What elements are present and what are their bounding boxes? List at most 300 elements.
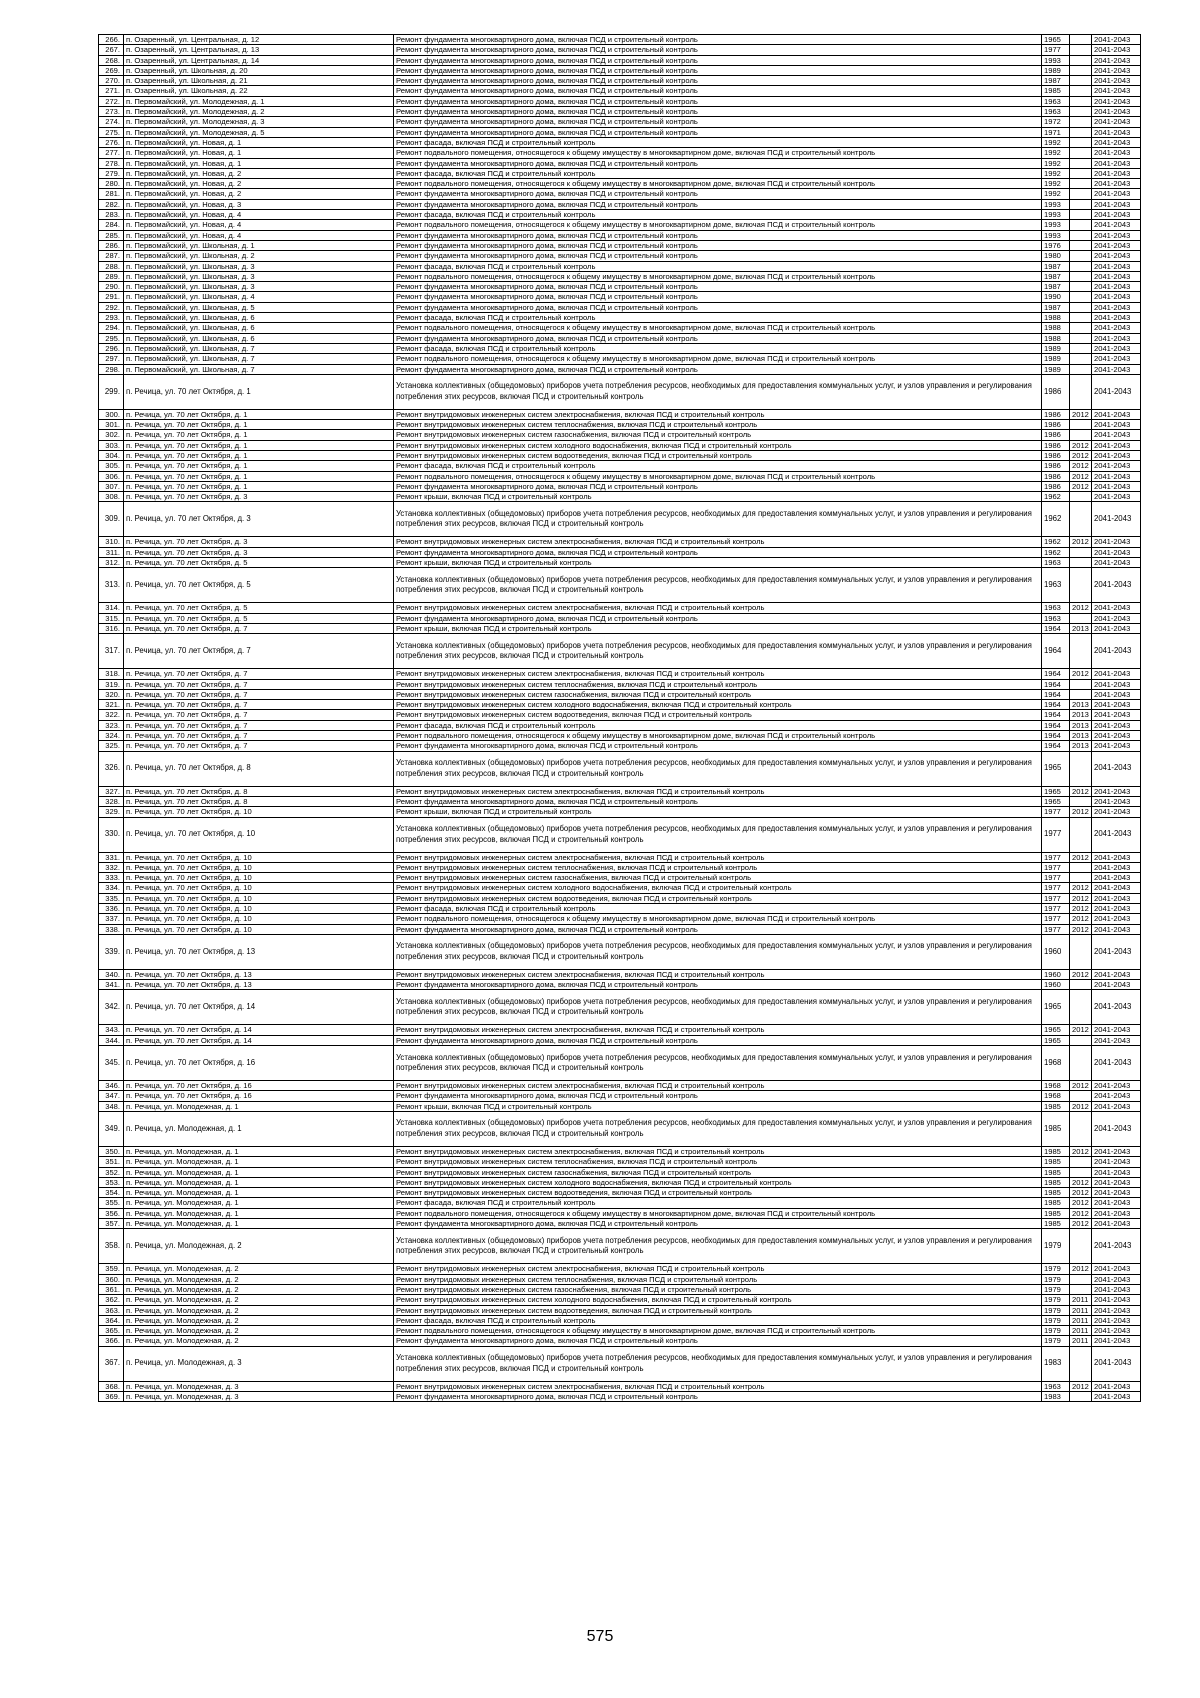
row-number: 342. <box>99 990 124 1025</box>
trailing-empty-cell <box>1141 158 1151 168</box>
build-year-cell: 1977 <box>1042 873 1070 883</box>
trailing-empty-cell <box>1141 65 1151 75</box>
build-year-cell: 1964 <box>1042 623 1070 633</box>
trailing-empty-cell <box>1141 537 1151 547</box>
trailing-empty-cell <box>1141 492 1151 502</box>
work-type-cell: Ремонт внутридомовых инженерных систем газоснабжения, включая ПСД и строительный контроль <box>394 1167 1042 1177</box>
build-year-cell: 1977 <box>1042 807 1070 817</box>
table-row <box>99 720 1151 730</box>
last-repair-year-cell <box>1070 343 1092 353</box>
address-cell: п. Речица, ул. Молодежная, д. 1 <box>124 1111 394 1146</box>
trailing-empty-cell <box>1141 924 1151 934</box>
table-row <box>99 1157 1151 1167</box>
build-year-cell: 1964 <box>1042 689 1070 699</box>
trailing-empty-cell <box>1141 502 1151 537</box>
planned-period-cell: 2041-2043 <box>1092 117 1141 127</box>
row-number: 328. <box>99 796 124 806</box>
planned-period-cell: 2041-2043 <box>1092 852 1141 862</box>
last-repair-year-cell <box>1070 1284 1092 1294</box>
last-repair-year-cell <box>1070 302 1092 312</box>
work-type-cell: Ремонт внутридомовых инженерных систем теплоснабжения, включая ПСД и строительный контроль <box>394 679 1042 689</box>
row-number: 268. <box>99 55 124 65</box>
row-number: 283. <box>99 210 124 220</box>
planned-period-cell: 2041-2043 <box>1092 302 1141 312</box>
build-year-cell: 1977 <box>1042 45 1070 55</box>
last-repair-year-cell: 2012 <box>1070 1208 1092 1218</box>
work-type-cell: Ремонт внутридомовых инженерных систем электроснабжения, включая ПСД и строительный контроль <box>394 409 1042 419</box>
last-repair-year-cell <box>1070 76 1092 86</box>
planned-period-cell: 2041-2043 <box>1092 613 1141 623</box>
build-year-cell: 1985 <box>1042 1157 1070 1167</box>
row-number: 314. <box>99 603 124 613</box>
last-repair-year-cell: 2012 <box>1070 461 1092 471</box>
row-number: 327. <box>99 786 124 796</box>
trailing-empty-cell <box>1141 199 1151 209</box>
trailing-empty-cell <box>1141 1305 1151 1315</box>
last-repair-year-cell: 2012 <box>1070 893 1092 903</box>
planned-period-cell: 2041-2043 <box>1092 1188 1141 1198</box>
work-type-cell: Ремонт подвального помещения, относящегося к общему имуществу в многоквартирном доме, включая ПСД и строительный контроль <box>394 271 1042 281</box>
last-repair-year-cell <box>1070 1091 1092 1101</box>
last-repair-year-cell: 2012 <box>1070 1146 1092 1156</box>
work-type-cell: Ремонт подвального помещения, относящегося к общему имуществу в многоквартирном доме, включая ПСД и строительный контроль <box>394 354 1042 364</box>
planned-period-cell: 2041-2043 <box>1092 568 1141 603</box>
trailing-empty-cell <box>1141 251 1151 261</box>
row-number: 344. <box>99 1035 124 1045</box>
address-cell: п. Первомайский, ул. Новая, д. 1 <box>124 158 394 168</box>
address-cell: п. Речица, ул. 70 лет Октября, д. 10 <box>124 904 394 914</box>
last-repair-year-cell <box>1070 862 1092 872</box>
address-cell: п. Речица, ул. Молодежная, д. 1 <box>124 1198 394 1208</box>
row-number: 298. <box>99 364 124 374</box>
trailing-empty-cell <box>1141 613 1151 623</box>
last-repair-year-cell: 2012 <box>1070 969 1092 979</box>
row-number: 357. <box>99 1219 124 1229</box>
work-type-cell: Ремонт внутридомовых инженерных систем электроснабжения, включая ПСД и строительный контроль <box>394 669 1042 679</box>
planned-period-cell: 2041-2043 <box>1092 35 1141 45</box>
row-number: 284. <box>99 220 124 230</box>
trailing-empty-cell <box>1141 271 1151 281</box>
table-row <box>99 461 1151 471</box>
row-number: 279. <box>99 168 124 178</box>
work-type-cell: Ремонт фасада, включая ПСД и строительный контроль <box>394 720 1042 730</box>
planned-period-cell: 2041-2043 <box>1092 461 1141 471</box>
work-type-cell: Ремонт внутридомовых инженерных систем электроснабжения, включая ПСД и строительный контроль <box>394 1081 1042 1091</box>
work-type-cell: Ремонт фасада, включая ПСД и строительный контроль <box>394 461 1042 471</box>
row-number: 358. <box>99 1229 124 1264</box>
last-repair-year-cell <box>1070 261 1092 271</box>
last-repair-year-cell: 2013 <box>1070 731 1092 741</box>
build-year-cell: 1986 <box>1042 471 1070 481</box>
planned-period-cell: 2041-2043 <box>1092 679 1141 689</box>
build-year-cell: 1962 <box>1042 492 1070 502</box>
planned-period-cell: 2041-2043 <box>1092 230 1141 240</box>
work-type-cell: Ремонт крыши, включая ПСД и строительный контроль <box>394 623 1042 633</box>
planned-period-cell: 2041-2043 <box>1092 817 1141 852</box>
last-repair-year-cell <box>1070 179 1092 189</box>
last-repair-year-cell: 2012 <box>1070 669 1092 679</box>
build-year-cell: 1965 <box>1042 1035 1070 1045</box>
address-cell: п. Первомайский, ул. Школьная, д. 7 <box>124 354 394 364</box>
build-year-cell: 1987 <box>1042 261 1070 271</box>
last-repair-year-cell <box>1070 107 1092 117</box>
table-row <box>99 679 1151 689</box>
table-row <box>99 471 1151 481</box>
trailing-empty-cell <box>1141 179 1151 189</box>
row-number: 369. <box>99 1392 124 1402</box>
trailing-empty-cell <box>1141 731 1151 741</box>
address-cell: п. Речица, ул. 70 лет Октября, д. 7 <box>124 741 394 751</box>
work-type-cell: Ремонт фундамента многоквартирного дома, включая ПСД и строительный контроль <box>394 117 1042 127</box>
work-type-cell: Ремонт фундамента многоквартирного дома, включая ПСД и строительный контроль <box>394 333 1042 343</box>
trailing-empty-cell <box>1141 1264 1151 1274</box>
build-year-cell: 1977 <box>1042 904 1070 914</box>
work-type-cell: Ремонт внутридомовых инженерных систем холодного водоснабжения, включая ПСД и строительный контроль <box>394 883 1042 893</box>
table-row <box>99 1381 1151 1391</box>
address-cell: п. Речица, ул. 70 лет Октября, д. 3 <box>124 537 394 547</box>
build-year-cell: 1985 <box>1042 1208 1070 1218</box>
table-row <box>99 862 1151 872</box>
build-year-cell: 1964 <box>1042 741 1070 751</box>
last-repair-year-cell <box>1070 148 1092 158</box>
row-number: 320. <box>99 689 124 699</box>
planned-period-cell: 2041-2043 <box>1092 1392 1141 1402</box>
planned-period-cell: 2041-2043 <box>1092 634 1141 669</box>
work-type-cell: Ремонт подвального помещения, относящегося к общему имуществу в многоквартирном доме, включая ПСД и строительный контроль <box>394 148 1042 158</box>
work-type-cell: Ремонт фундамента многоквартирного дома, включая ПСД и строительный контроль <box>394 924 1042 934</box>
planned-period-cell: 2041-2043 <box>1092 261 1141 271</box>
row-number: 303. <box>99 440 124 450</box>
address-cell: п. Речица, ул. Молодежная, д. 1 <box>124 1167 394 1177</box>
last-repair-year-cell: 2012 <box>1070 914 1092 924</box>
last-repair-year-cell: 2012 <box>1070 1188 1092 1198</box>
table-row <box>99 969 1151 979</box>
work-type-cell: Установка коллективных (общедомовых) приборов учета потребления ресурсов, необходимых для предоставления коммунальных услуг, и узлов управления и регулирования потребления этих ресурсов, включая ПСД и строительный контроль <box>394 1229 1042 1264</box>
address-cell: п. Речица, ул. 70 лет Октября, д. 5 <box>124 603 394 613</box>
table-row <box>99 107 1151 117</box>
trailing-empty-cell <box>1141 796 1151 806</box>
table-row <box>99 65 1151 75</box>
address-cell: п. Речица, ул. 70 лет Октября, д. 7 <box>124 669 394 679</box>
trailing-empty-cell <box>1141 189 1151 199</box>
row-number: 302. <box>99 430 124 440</box>
build-year-cell: 1988 <box>1042 313 1070 323</box>
planned-period-cell: 2041-2043 <box>1092 990 1141 1025</box>
work-type-cell: Ремонт фундамента многоквартирного дома, включая ПСД и строительный контроль <box>394 481 1042 491</box>
row-number: 272. <box>99 96 124 106</box>
work-type-cell: Ремонт фундамента многоквартирного дома, включая ПСД и строительный контроль <box>394 364 1042 374</box>
build-year-cell: 1979 <box>1042 1305 1070 1315</box>
build-year-cell: 1963 <box>1042 613 1070 623</box>
table-row <box>99 409 1151 419</box>
trailing-empty-cell <box>1141 230 1151 240</box>
planned-period-cell: 2041-2043 <box>1092 1208 1141 1218</box>
trailing-empty-cell <box>1141 934 1151 969</box>
last-repair-year-cell <box>1070 1392 1092 1402</box>
work-type-cell: Ремонт фундамента многоквартирного дома, включая ПСД и строительный контроль <box>394 980 1042 990</box>
row-number: 359. <box>99 1264 124 1274</box>
planned-period-cell: 2041-2043 <box>1092 481 1141 491</box>
planned-period-cell: 2041-2043 <box>1092 45 1141 55</box>
work-type-cell: Ремонт фасада, включая ПСД и строительный контроль <box>394 1315 1042 1325</box>
trailing-empty-cell <box>1141 333 1151 343</box>
address-cell: п. Первомайский, ул. Новая, д. 2 <box>124 168 394 178</box>
last-repair-year-cell: 2012 <box>1070 440 1092 450</box>
row-number: 282. <box>99 199 124 209</box>
address-cell: п. Речица, ул. Молодежная, д. 2 <box>124 1295 394 1305</box>
table-row <box>99 751 1151 786</box>
work-type-cell: Ремонт фундамента многоквартирного дома, включая ПСД и строительный контроль <box>394 230 1042 240</box>
last-repair-year-cell <box>1070 65 1092 75</box>
work-type-cell: Ремонт фасада, включая ПСД и строительный контроль <box>394 1198 1042 1208</box>
build-year-cell: 1979 <box>1042 1274 1070 1284</box>
planned-period-cell: 2041-2043 <box>1092 1381 1141 1391</box>
work-type-cell: Установка коллективных (общедомовых) приборов учета потребления ресурсов, необходимых для предоставления коммунальных услуг, и узлов управления и регулирования потребления этих ресурсов, включая ПСД и строительный контроль <box>394 1346 1042 1381</box>
trailing-empty-cell <box>1141 261 1151 271</box>
table-row <box>99 883 1151 893</box>
address-cell: п. Речица, ул. Молодежная, д. 1 <box>124 1146 394 1156</box>
trailing-empty-cell <box>1141 240 1151 250</box>
work-type-cell: Установка коллективных (общедомовых) приборов учета потребления ресурсов, необходимых для предоставления коммунальных услуг, и узлов управления и регулирования потребления этих ресурсов, включая ПСД и строительный контроль <box>394 934 1042 969</box>
last-repair-year-cell: 2011 <box>1070 1336 1092 1346</box>
last-repair-year-cell: 2013 <box>1070 710 1092 720</box>
planned-period-cell: 2041-2043 <box>1092 492 1141 502</box>
table-row <box>99 420 1151 430</box>
address-cell: п. Первомайский, ул. Новая, д. 1 <box>124 137 394 147</box>
last-repair-year-cell: 2012 <box>1070 786 1092 796</box>
build-year-cell: 1992 <box>1042 137 1070 147</box>
address-cell: п. Первомайский, ул. Школьная, д. 2 <box>124 251 394 261</box>
table-row <box>99 430 1151 440</box>
last-repair-year-cell <box>1070 796 1092 806</box>
address-cell: п. Речица, ул. 70 лет Октября, д. 1 <box>124 471 394 481</box>
row-number: 291. <box>99 292 124 302</box>
build-year-cell: 1989 <box>1042 354 1070 364</box>
trailing-empty-cell <box>1141 1035 1151 1045</box>
trailing-empty-cell <box>1141 210 1151 220</box>
table-row <box>99 271 1151 281</box>
work-type-cell: Ремонт внутридомовых инженерных систем электроснабжения, включая ПСД и строительный контроль <box>394 537 1042 547</box>
build-year-cell: 1993 <box>1042 220 1070 230</box>
table-row <box>99 1274 1151 1284</box>
build-year-cell: 1977 <box>1042 924 1070 934</box>
last-repair-year-cell <box>1070 420 1092 430</box>
planned-period-cell: 2041-2043 <box>1092 333 1141 343</box>
work-type-cell: Ремонт фундамента многоквартирного дома, включая ПСД и строительный контроль <box>394 158 1042 168</box>
row-number: 310. <box>99 537 124 547</box>
build-year-cell: 1979 <box>1042 1264 1070 1274</box>
table-row <box>99 45 1151 55</box>
address-cell: п. Речица, ул. 70 лет Октября, д. 1 <box>124 430 394 440</box>
last-repair-year-cell <box>1070 35 1092 45</box>
last-repair-year-cell: 2012 <box>1070 471 1092 481</box>
last-repair-year-cell <box>1070 430 1092 440</box>
table-row <box>99 440 1151 450</box>
row-number: 360. <box>99 1274 124 1284</box>
address-cell: п. Речица, ул. 70 лет Октября, д. 1 <box>124 481 394 491</box>
trailing-empty-cell <box>1141 409 1151 419</box>
planned-period-cell: 2041-2043 <box>1092 1101 1141 1111</box>
address-cell: п. Речица, ул. 70 лет Октября, д. 10 <box>124 893 394 903</box>
table-row <box>99 292 1151 302</box>
trailing-empty-cell <box>1141 1146 1151 1156</box>
work-type-cell: Ремонт фундамента многоквартирного дома, включая ПСД и строительный контроль <box>394 796 1042 806</box>
trailing-empty-cell <box>1141 980 1151 990</box>
trailing-empty-cell <box>1141 96 1151 106</box>
table-row <box>99 333 1151 343</box>
trailing-empty-cell <box>1141 679 1151 689</box>
last-repair-year-cell <box>1070 558 1092 568</box>
work-type-cell: Ремонт фундамента многоквартирного дома, включая ПСД и строительный контроль <box>394 1336 1042 1346</box>
trailing-empty-cell <box>1141 786 1151 796</box>
address-cell: п. Первомайский, ул. Школьная, д. 7 <box>124 364 394 374</box>
trailing-empty-cell <box>1141 354 1151 364</box>
build-year-cell: 1977 <box>1042 883 1070 893</box>
last-repair-year-cell <box>1070 689 1092 699</box>
table-row <box>99 86 1151 96</box>
address-cell: п. Речица, ул. 70 лет Октября, д. 3 <box>124 547 394 557</box>
trailing-empty-cell <box>1141 817 1151 852</box>
table-row <box>99 199 1151 209</box>
build-year-cell: 1965 <box>1042 990 1070 1025</box>
work-type-cell: Ремонт внутридомовых инженерных систем электроснабжения, включая ПСД и строительный контроль <box>394 1264 1042 1274</box>
work-type-cell: Ремонт крыши, включая ПСД и строительный контроль <box>394 558 1042 568</box>
build-year-cell: 1985 <box>1042 1101 1070 1111</box>
work-type-cell: Ремонт фундамента многоквартирного дома, включая ПСД и строительный контроль <box>394 76 1042 86</box>
trailing-empty-cell <box>1141 904 1151 914</box>
work-type-cell: Ремонт фундамента многоквартирного дома, включая ПСД и строительный контроль <box>394 199 1042 209</box>
table-row <box>99 1305 1151 1315</box>
build-year-cell: 1964 <box>1042 700 1070 710</box>
trailing-empty-cell <box>1141 282 1151 292</box>
build-year-cell: 1986 <box>1042 430 1070 440</box>
last-repair-year-cell: 2012 <box>1070 924 1092 934</box>
planned-period-cell: 2041-2043 <box>1092 409 1141 419</box>
address-cell: п. Первомайский, ул. Новая, д. 2 <box>124 189 394 199</box>
table-row <box>99 558 1151 568</box>
trailing-empty-cell <box>1141 568 1151 603</box>
row-number: 329. <box>99 807 124 817</box>
row-number: 331. <box>99 852 124 862</box>
last-repair-year-cell <box>1070 1046 1092 1081</box>
work-type-cell: Ремонт внутридомовых инженерных систем холодного водоснабжения, включая ПСД и строительный контроль <box>394 1177 1042 1187</box>
works-table <box>98 34 1151 1402</box>
last-repair-year-cell: 2012 <box>1070 1264 1092 1274</box>
last-repair-year-cell <box>1070 137 1092 147</box>
work-type-cell: Ремонт фундамента многоквартирного дома, включая ПСД и строительный контроль <box>394 240 1042 250</box>
last-repair-year-cell <box>1070 613 1092 623</box>
trailing-empty-cell <box>1141 990 1151 1025</box>
last-repair-year-cell: 2012 <box>1070 807 1092 817</box>
trailing-empty-cell <box>1141 461 1151 471</box>
row-number: 313. <box>99 568 124 603</box>
row-number: 295. <box>99 333 124 343</box>
row-number: 305. <box>99 461 124 471</box>
table-row <box>99 603 1151 613</box>
address-cell: п. Озаренный, ул. Школьная, д. 20 <box>124 65 394 75</box>
trailing-empty-cell <box>1141 1315 1151 1325</box>
table-row <box>99 634 1151 669</box>
last-repair-year-cell <box>1070 679 1092 689</box>
trailing-empty-cell <box>1141 1167 1151 1177</box>
address-cell: п. Первомайский, ул. Новая, д. 2 <box>124 179 394 189</box>
work-type-cell: Установка коллективных (общедомовых) приборов учета потребления ресурсов, необходимых для предоставления коммунальных услуг, и узлов управления и регулирования потребления этих ресурсов, включая ПСД и строительный контроль <box>394 751 1042 786</box>
build-year-cell: 1988 <box>1042 333 1070 343</box>
address-cell: п. Речица, ул. 70 лет Октября, д. 14 <box>124 1035 394 1045</box>
trailing-empty-cell <box>1141 862 1151 872</box>
planned-period-cell: 2041-2043 <box>1092 893 1141 903</box>
trailing-empty-cell <box>1141 1111 1151 1146</box>
table-row <box>99 1091 1151 1101</box>
row-number: 352. <box>99 1167 124 1177</box>
table-row <box>99 1336 1151 1346</box>
build-year-cell: 1963 <box>1042 558 1070 568</box>
table-row <box>99 1295 1151 1305</box>
build-year-cell: 1979 <box>1042 1336 1070 1346</box>
build-year-cell: 1985 <box>1042 86 1070 96</box>
address-cell: п. Первомайский, ул. Молодежная, д. 2 <box>124 107 394 117</box>
planned-period-cell: 2041-2043 <box>1092 807 1141 817</box>
build-year-cell: 1962 <box>1042 502 1070 537</box>
trailing-empty-cell <box>1141 481 1151 491</box>
row-number: 364. <box>99 1315 124 1325</box>
address-cell: п. Речица, ул. 70 лет Октября, д. 7 <box>124 720 394 730</box>
address-cell: п. Речица, ул. 70 лет Октября, д. 5 <box>124 558 394 568</box>
row-number: 325. <box>99 741 124 751</box>
table-row <box>99 502 1151 537</box>
work-type-cell: Ремонт фундамента многоквартирного дома, включая ПСД и строительный контроль <box>394 251 1042 261</box>
table-row <box>99 547 1151 557</box>
build-year-cell: 1977 <box>1042 914 1070 924</box>
address-cell: п. Речица, ул. Молодежная, д. 3 <box>124 1381 394 1391</box>
build-year-cell: 1977 <box>1042 893 1070 903</box>
row-number: 311. <box>99 547 124 557</box>
planned-period-cell: 2041-2043 <box>1092 323 1141 333</box>
trailing-empty-cell <box>1141 127 1151 137</box>
address-cell: п. Озаренный, ул. Центральная, д. 13 <box>124 45 394 55</box>
planned-period-cell: 2041-2043 <box>1092 76 1141 86</box>
work-type-cell: Ремонт внутридомовых инженерных систем электроснабжения, включая ПСД и строительный контроль <box>394 1025 1042 1035</box>
last-repair-year-cell <box>1070 220 1092 230</box>
row-number: 366. <box>99 1336 124 1346</box>
planned-period-cell: 2041-2043 <box>1092 354 1141 364</box>
address-cell: п. Речица, ул. Молодежная, д. 2 <box>124 1264 394 1274</box>
row-number: 367. <box>99 1346 124 1381</box>
planned-period-cell: 2041-2043 <box>1092 904 1141 914</box>
row-number: 361. <box>99 1284 124 1294</box>
planned-period-cell: 2041-2043 <box>1092 1046 1141 1081</box>
planned-period-cell: 2041-2043 <box>1092 107 1141 117</box>
planned-period-cell: 2041-2043 <box>1092 1146 1141 1156</box>
work-type-cell: Ремонт подвального помещения, относящегося к общему имуществу в многоквартирном доме, включая ПСД и строительный контроль <box>394 1208 1042 1218</box>
address-cell: п. Первомайский, ул. Школьная, д. 6 <box>124 323 394 333</box>
row-number: 308. <box>99 492 124 502</box>
build-year-cell: 1992 <box>1042 168 1070 178</box>
row-number: 362. <box>99 1295 124 1305</box>
row-number: 267. <box>99 45 124 55</box>
last-repair-year-cell <box>1070 1274 1092 1284</box>
trailing-empty-cell <box>1141 720 1151 730</box>
row-number: 323. <box>99 720 124 730</box>
build-year-cell: 1979 <box>1042 1229 1070 1264</box>
last-repair-year-cell <box>1070 55 1092 65</box>
work-type-cell: Ремонт внутридомовых инженерных систем газоснабжения, включая ПСД и строительный контроль <box>394 873 1042 883</box>
last-repair-year-cell <box>1070 751 1092 786</box>
address-cell: п. Речица, ул. 70 лет Октября, д. 7 <box>124 623 394 633</box>
last-repair-year-cell <box>1070 1346 1092 1381</box>
build-year-cell: 1986 <box>1042 409 1070 419</box>
work-type-cell: Ремонт крыши, включая ПСД и строительный контроль <box>394 807 1042 817</box>
